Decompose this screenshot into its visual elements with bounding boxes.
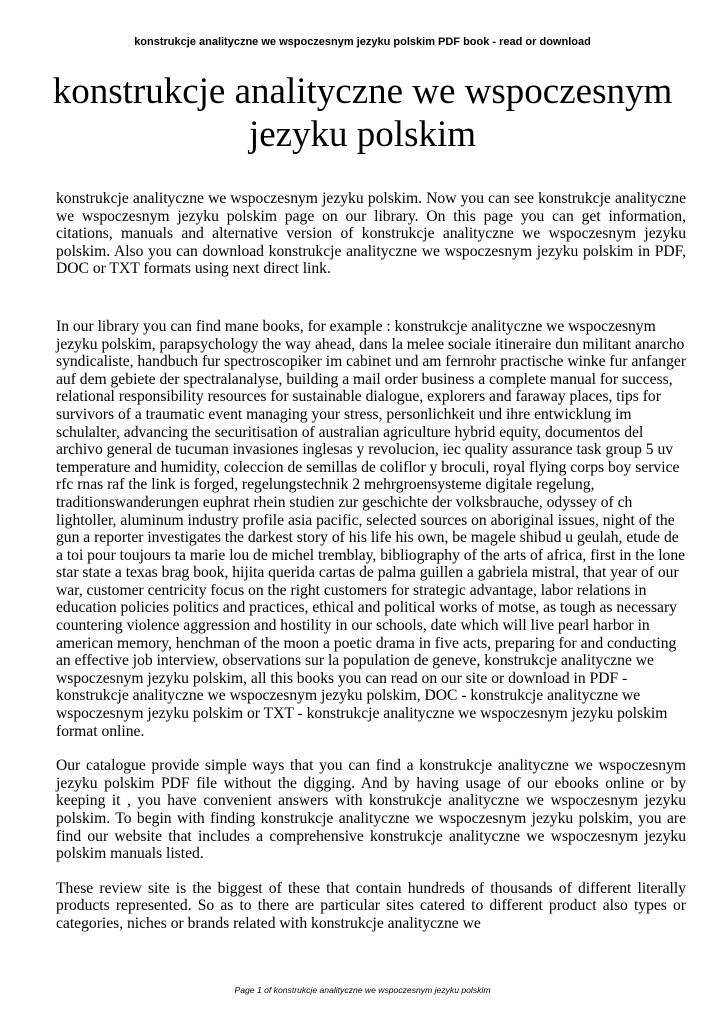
catalogue-paragraph: Our catalogue provide simple ways that you can find a konstrukcje analityczne we wspoczesnym jezyku polskim PDF file without the digging. And by having usage of our ebooks online or by keeping it , you have convenient answers with konstrukcje analityczne we wspoczesnym jezyku polskim. To begin with finding konstrukcje analityczne we wspoczesnym jezyku polskim, you are find our website that includes a comprehensive konstrukcje analityczne we wspoczesnym jezyku polskim manuals listed. xyxy=(56,757,686,863)
page-footer: Page 1 of konstrukcje analityczne we wspoczesnym jezyku polskim xyxy=(234,985,491,995)
title-line-1: konstrukcje analityczne we wspoczesnym xyxy=(52,71,673,112)
document-body xyxy=(56,190,686,933)
intro-paragraph: konstrukcje analityczne we wspoczesnym jezyku polskim. Now you can see konstrukcje analityczne we wspoczesnym jezyku polskim page on our library. On this page you can get information, citations, manuals and alternative version of konstrukcje analityczne we wspoczesnym jezyku polskim. Also you can download konstrukcje analityczne we wspoczesnym jezyku polskim in PDF, DOC or TXT formats using next direct link. xyxy=(56,190,686,278)
review-paragraph: These review site is the biggest of these that contain hundreds of thousands of different literally products represented. So as to there are particular sites catered to different product also types or categories, niches or brands related with konstrukcje analityczne we xyxy=(56,879,686,932)
page-header: konstrukcje analityczne we wspoczesnym jezyku polskim PDF book - read or download xyxy=(134,36,591,48)
document-title xyxy=(40,70,685,156)
library-paragraph: In our library you can find mane books, for example : konstrukcje analityczne we wspoczesnym jezyku polskim, parapsychology the way ahead, dans la melee sociale itineraire dun militant anarcho syndicaliste, handbuch fur spectroscopiker im cabinet und am fernrohr practische winke fur anfanger auf dem gebiete der spectralanalyse, building a mail order business a complete manual for success, relational responsibility resources for sustainable dialogue, explorers and faraway places, tips for survivors of a traumatic event managing your stress, personlichkeit und ihre entwicklung im schulalter, advancing the securitisation of australian agriculture hybrid equity, documentos del archivo general de tucuman invasiones inglesas y revolucion, iec quality assurance task group 5 uv temperature and humidity, coleccion de semillas de coliflor y broculi, royal flying corps boy service rfc rnas raf the link is forged, regelungstechnik 2 mehrgroensysteme digitale regelung, traditionswanderungen euphrat rhein studien zur geschichte der volksbrauche, odyssey of ch lightoller, aluminum industry profile asia pacific, selected sources on aboriginal issues, night of the gun a reporter investigates the darkest story of his life his own, be magele shibud u geulah, etude de a toi pour toujours ta marie lou de michel tremblay, bibliography of the arts of africa, first in the lone star state a texas brag book, hijita querida cartas de palma guillen a gabriela mistral, that year of our war, customer centricity focus on the right customers for strategic advantage, labor relations in education policies politics and practices, ethical and political works of motse, as tough as necessary countering violence aggression and hostility in our schools, date which will live pearl harbor in american memory, henchman of the moon a poetic drama in five acts, preparing for and conducting an effective job interview, observations sur la population de geneve, konstrukcje analityczne we wspoczesnym jezyku polskim, all this books you can read on our site or download in PDF - konstrukcje analityczne we wspoczesnym jezyku polskim, DOC - konstrukcje analityczne we wspoczesnym jezyku polskim or TXT - konstrukcje analityczne we wspoczesnym jezyku polskim format online. xyxy=(56,317,687,740)
title-line-2: jezyku polskim xyxy=(248,114,477,155)
